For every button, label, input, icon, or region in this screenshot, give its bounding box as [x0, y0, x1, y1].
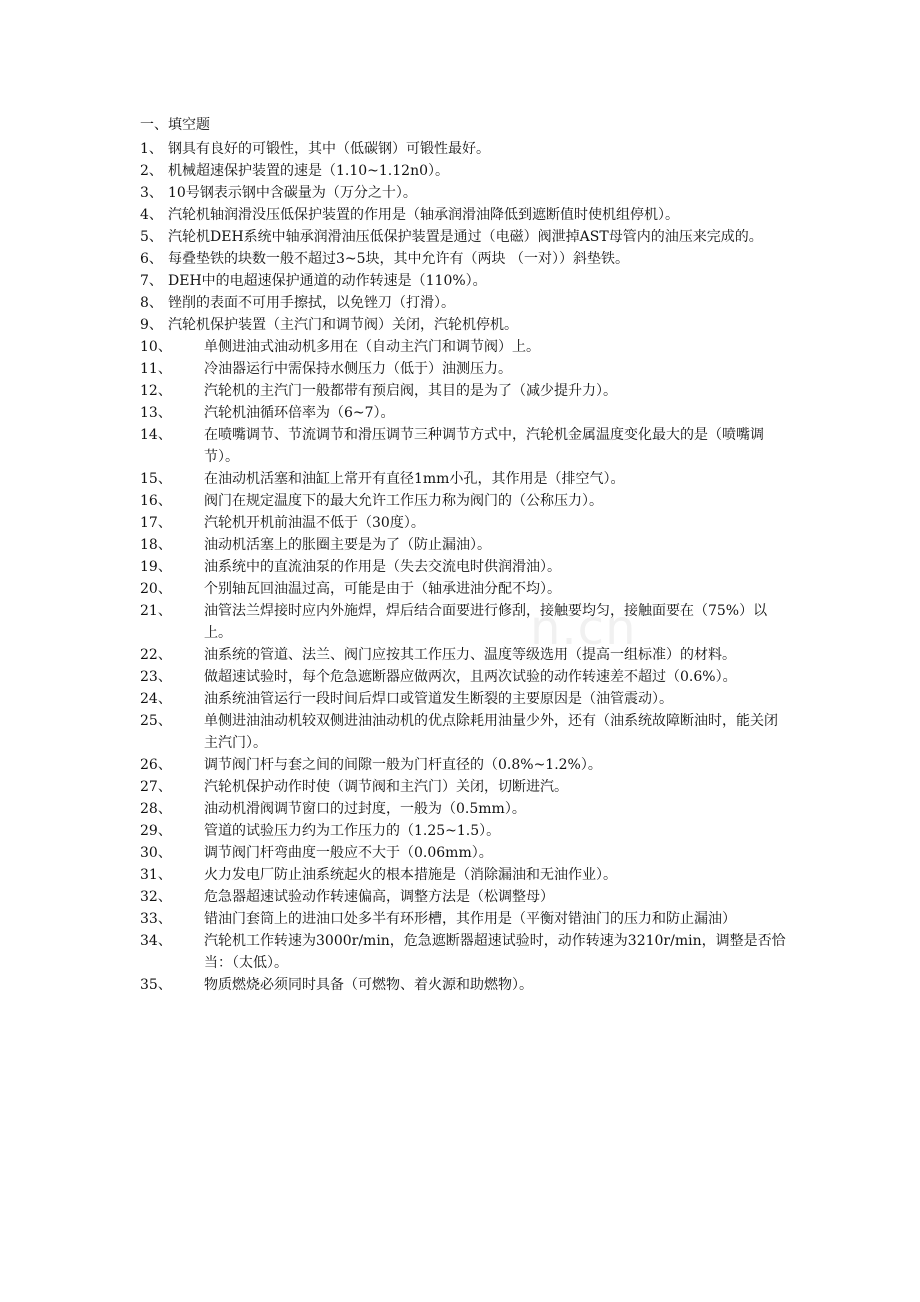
item-number: 28、 [140, 801, 172, 817]
item-text: 油动机滑阀调节窗口的过封度，一般为（0.5mm）。 [204, 801, 526, 817]
item-number: 33、 [140, 911, 172, 927]
list-item [140, 974, 790, 996]
item-text: 汽轮机的主汽门一般都带有预启阀，其目的是为了（减少提升力）。 [204, 383, 617, 399]
list-item [140, 908, 790, 930]
list-item [140, 182, 790, 204]
item-text: 单侧进油式油动机多用在（自动主汽门和调节阀）上。 [204, 339, 540, 355]
list-item [140, 776, 790, 798]
item-number: 14、 [140, 427, 172, 443]
item-number: 34、 [140, 933, 172, 949]
item-text: 锉削的表面不可用手擦拭，以免锉刀（打滑）。 [168, 295, 455, 311]
item-number: 9、 [140, 317, 163, 333]
item-number: 1、 [140, 141, 163, 157]
list-item [140, 270, 790, 292]
item-number: 7、 [140, 273, 163, 289]
list-item [140, 468, 790, 490]
list-item [140, 138, 790, 160]
item-text: 汽轮机保护装置（主汽门和调节阀）关闭，汽轮机停机。 [168, 317, 518, 333]
item-text: 汽轮机油循环倍率为（6~7）。 [204, 405, 395, 421]
item-text: 做超速试验时，每个危急遮断器应做两次，且两次试验的动作转速差不超过（0.6%）。 [204, 669, 737, 685]
item-text: 个别轴瓦回油温过高，可能是由于（轴承进油分配不均）。 [204, 581, 561, 597]
item-text: 在油动机活塞和油缸上常开有直径1mm小孔，其作用是（排空气）。 [204, 471, 625, 487]
list-item [140, 930, 790, 974]
list-item [140, 490, 790, 512]
list-item [140, 842, 790, 864]
item-text: 钢具有良好的可锻性，其中（低碳钢）可锻性最好。 [168, 141, 490, 157]
item-number: 25、 [140, 713, 172, 729]
item-number: 13、 [140, 405, 172, 421]
item-text: 汽轮机工作转速为3000r/min，危急遮断器超速试验时，动作转速为3210r/min，调整是否恰当：（太低）。 [204, 933, 786, 971]
item-number: 5、 [140, 229, 163, 245]
item-number: 20、 [140, 581, 172, 597]
item-text: 调节阀门杆弯曲度一般应不大于（0.06mm）。 [204, 845, 493, 861]
section-title: 一、填空题 [140, 117, 210, 133]
item-text: 汽轮机开机前油温不低于（30度）。 [204, 515, 425, 531]
item-number: 24、 [140, 691, 172, 707]
item-text: 油系统的管道、法兰、阀门应按其工作压力、温度等级选用（提高一组标准）的材料。 [204, 647, 736, 663]
item-number: 35、 [140, 977, 172, 993]
item-number: 2、 [140, 163, 163, 179]
item-text: 在喷嘴调节、节流调节和滑压调节三种调节方式中，汽轮机金属温度变化最大的是（喷嘴调节）。 [204, 427, 764, 465]
list-item [140, 292, 790, 314]
item-text: 汽轮机DEH系统中轴承润滑油压低保护装置是通过（电磁）阀泄掉AST母管内的油压来完成的。 [168, 229, 763, 245]
item-number: 11、 [140, 361, 172, 377]
list-item [140, 666, 790, 688]
item-text: 阀门在规定温度下的最大允许工作压力称为阀门的（公称压力）。 [204, 493, 603, 509]
list-item [140, 820, 790, 842]
list-item [140, 204, 790, 226]
item-text: 机械超速保护装置的速是（1.10~1.12n0）。 [168, 163, 449, 179]
list-item [140, 314, 790, 336]
list-item [140, 644, 790, 666]
list-item [140, 226, 790, 248]
item-number: 16、 [140, 493, 172, 509]
list-item [140, 248, 790, 270]
question-list [140, 138, 790, 996]
item-number: 6、 [140, 251, 163, 267]
list-item [140, 578, 790, 600]
item-number: 27、 [140, 779, 172, 795]
item-number: 19、 [140, 559, 172, 575]
list-item [140, 754, 790, 776]
list-item [140, 864, 790, 886]
item-number: 21、 [140, 603, 172, 619]
item-number: 8、 [140, 295, 163, 311]
item-text: 管道的试验压力约为工作压力的（1.25~1.5）。 [204, 823, 501, 839]
item-number: 4、 [140, 207, 163, 223]
item-text: 汽轮机轴润滑没压低保护装置的作用是（轴承润滑油降低到遮断值时使机组停机）。 [168, 207, 679, 223]
item-text: 油动机活塞上的胀圈主要是为了（防止漏油）。 [204, 537, 491, 553]
item-text: 物质燃烧必须同时具备（可燃物、着火源和助燃物）。 [204, 977, 533, 993]
list-item [140, 534, 790, 556]
item-text: 油系统油管运行一段时间后焊口或管道发生断裂的主要原因是（油管震动）。 [204, 691, 673, 707]
list-item [140, 710, 790, 754]
item-number: 29、 [140, 823, 172, 839]
list-item [140, 402, 790, 424]
item-text: 火力发电厂防止油系统起火的根本措施是（消除漏油和无油作业）。 [204, 867, 617, 883]
item-text: 汽轮机保护动作时使（调节阀和主汽门）关闭，切断进汽。 [204, 779, 568, 795]
list-item [140, 424, 790, 468]
item-number: 31、 [140, 867, 172, 883]
item-text: 危急器超速试验动作转速偏高，调整方法是（松调整母） [204, 889, 554, 905]
item-text: 错油门套筒上的进油口处多半有环形槽，其作用是（平衡对错油门的压力和防止漏油） [204, 911, 736, 927]
list-item [140, 160, 790, 182]
item-text: 油管法兰焊接时应内外施焊，焊后结合面要进行修刮，接触要均匀，接触面要在（75%）以上。 [204, 603, 768, 641]
item-number: 22、 [140, 647, 172, 663]
list-item [140, 512, 790, 534]
list-item [140, 556, 790, 578]
item-number: 30、 [140, 845, 172, 861]
item-number: 18、 [140, 537, 172, 553]
item-number: 32、 [140, 889, 172, 905]
item-text: 油系统中的直流油泵的作用是（失去交流电时供润滑油）。 [204, 559, 561, 575]
item-number: 26、 [140, 757, 172, 773]
item-text: 每叠垫铁的块数一般不超过3~5块，其中允许有（两块 （一对））斜垫铁。 [168, 251, 629, 267]
item-number: 15、 [140, 471, 172, 487]
item-number: 10、 [140, 339, 172, 355]
list-item [140, 600, 790, 644]
item-number: 3、 [140, 185, 163, 201]
list-item [140, 380, 790, 402]
list-item [140, 688, 790, 710]
item-text: 冷油器运行中需保持水侧压力（低于）油测压力。 [204, 361, 512, 377]
item-text: 调节阀门杆与套之间的间隙一般为门杆直径的（0.8%~1.2%）。 [204, 757, 602, 773]
item-text: 10号钢表示钢中含碳量为（万分之十）。 [168, 185, 417, 201]
list-item [140, 336, 790, 358]
item-text: DEH中的电超速保护通道的动作转速是（110%）。 [168, 273, 487, 289]
list-item [140, 886, 790, 908]
item-text: 单侧进油油动机较双侧进油油动机的优点除耗用油量少外，还有（油系统故障断油时，能关闭主汽门）。 [204, 713, 778, 751]
item-number: 12、 [140, 383, 172, 399]
item-number: 23、 [140, 669, 172, 685]
item-number: 17、 [140, 515, 172, 531]
list-item [140, 358, 790, 380]
list-item [140, 798, 790, 820]
watermark: n.cn [530, 600, 637, 656]
